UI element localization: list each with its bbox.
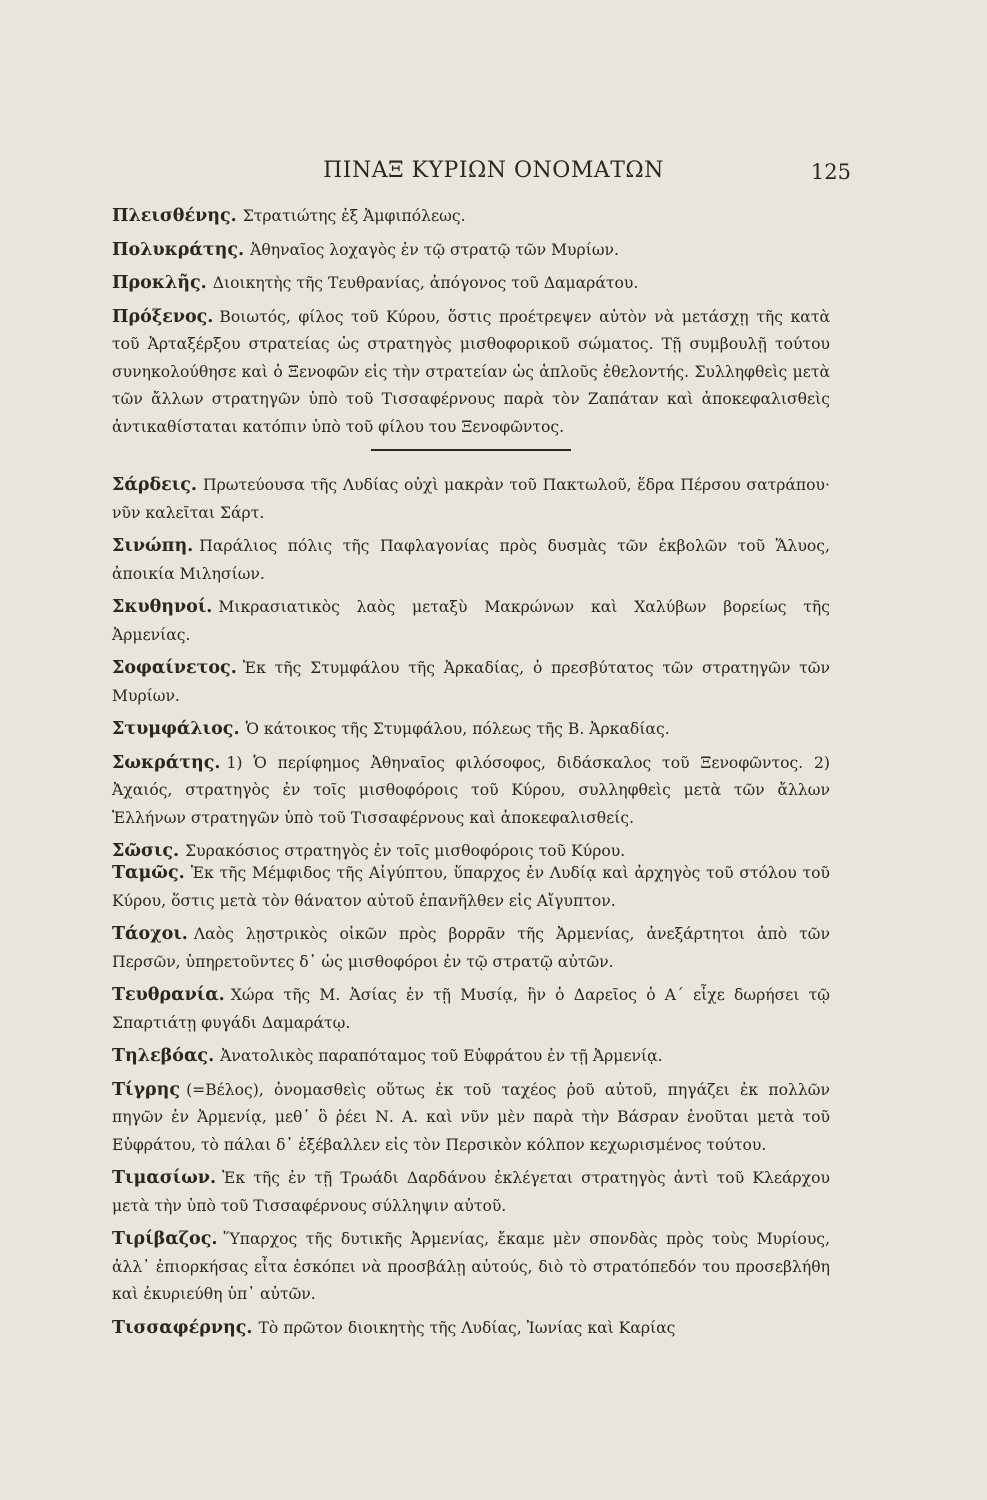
- entry-text: 1) Ὁ περίφημος Ἀθηναῖος φιλόσοφος, διδάσκαλος τοῦ Ξενοφῶντος. 2) Ἀχαιός, στρατηγὸς ἐν τοῖς μισθοφόροις τοῦ Κύρου, συλληφθεὶς μετὰ τῶν ἄλλων Ἑλλήνων στρατηγῶν ὑπὸ τοῦ Τισσαφέρνους καὶ ἀποκεφαλισθείς.: [112, 753, 830, 827]
- index-entry: [112, 533, 830, 588]
- index-entry: [112, 982, 830, 1037]
- section-s: [112, 472, 830, 872]
- index-entry: [112, 237, 830, 265]
- entry-term: Σκυθηνοί.: [112, 597, 213, 617]
- section-divider: [371, 449, 571, 451]
- entry-text: Ἐκ τῆς Μέμφιδος τῆς Αἰγύπτου, ὕπαρχος ἐν Λυδίᾳ καὶ ἀρχηγὸς τοῦ στόλου τοῦ Κύρου, ὅστις μετὰ τὸν θάνατον αὐτοῦ ἐπανῆλθεν εἰς Αἴγυπτον.: [112, 864, 830, 910]
- entry-term: Σάρδεις.: [112, 475, 198, 495]
- index-entry: [112, 750, 830, 833]
- section-t: [112, 860, 830, 1348]
- entry-term: Στυμφάλιος.: [112, 719, 240, 739]
- index-entry: [112, 1165, 830, 1220]
- entry-term: Τιρίβαζος.: [112, 1229, 218, 1249]
- index-entry: [112, 655, 830, 710]
- entry-term: Προκλῆς.: [112, 273, 207, 293]
- entry-term: Ταμῶς.: [112, 863, 185, 883]
- entry-term: Πρόξενος.: [112, 306, 214, 327]
- entry-term: Σωκράτης.: [112, 752, 221, 773]
- entry-text: Ἀθηναῖος λοχαγὸς ἐν τῷ στρατῷ τῶν Μυρίων.: [250, 240, 619, 259]
- index-entry: [112, 1226, 830, 1309]
- index-entry: [112, 203, 830, 231]
- entry-term: Τάοχοι.: [112, 924, 188, 944]
- entry-term: Σινώπη.: [112, 536, 194, 556]
- entry-text: (=Βέλος), ὀνομασθεὶς οὕτως ἐκ τοῦ ταχέος ῥοῦ αὐτοῦ, πηγάζει ἐκ πολλῶν πηγῶν ἐν Ἀρμενίᾳ, μεθ᾽ ὃ ῥέει Ν. Α. καὶ νῦν μὲν παρὰ τὴν Βάσραν ἑνοῦται μετὰ τοῦ Εὐφράτου, τὸ πάλαι δ᾽ ἐξέβαλλεν εἰς τὸν Περσικὸν κόλπον κεχωρισμένος τούτου.: [112, 1080, 830, 1154]
- index-entry: [112, 472, 830, 527]
- entry-text: Στρατιώτης ἐξ Ἀμφιπόλεως.: [242, 207, 466, 225]
- index-entry: [112, 1077, 830, 1160]
- index-entry: [112, 304, 830, 442]
- entry-term: Σοφαίνετος.: [112, 658, 237, 678]
- index-entry: [112, 594, 830, 649]
- entry-term: Τευθρανία.: [112, 985, 225, 1005]
- entry-text: Ὁ κάτοικος τῆς Στυμφάλου, πόλεως τῆς Β. Ἀρκαδίας.: [245, 720, 670, 738]
- entry-text: Λαὸς λῃστρικὸς οἰκῶν πρὸς βορρᾶν τῆς Ἀρμενίας, ἀνεξάρτητοι ἀπὸ τῶν Περσῶν, ὑπηρετοῦντες δ᾽ ὡς μισθοφόροι ἐν τῷ στρατῷ αὐτῶν.: [112, 925, 830, 971]
- running-title: ΠΙΝΑΞ ΚΥΡΙΩΝ ΟΝΟΜΑΤΩΝ: [323, 158, 664, 183]
- entry-text: Παράλιος πόλις τῆς Παφλαγονίας πρὸς δυσμὰς τῶν ἐκβολῶν τοῦ Ἅλυος, ἀποικία Μιλησίων.: [112, 537, 830, 583]
- entry-term: Τιμασίων.: [112, 1168, 217, 1188]
- entry-text: Ἐκ τῆς ἐν τῇ Τρωάδι Δαρδάνου ἐκλέγεται στρατηγὸς ἀντὶ τοῦ Κλεάρχου μετὰ τὴν ὑπὸ τοῦ Τισσαφέρνους σύλληψιν αὐτοῦ.: [112, 1169, 830, 1215]
- entry-term: Τισσαφέρνης.: [112, 1317, 253, 1338]
- index-entry: [112, 270, 830, 298]
- entry-term: Τίγρης: [112, 1079, 181, 1100]
- index-entry: [112, 921, 830, 976]
- entry-text: Μικρασιατικὸς λαὸς μεταξὺ Μακρώνων καὶ Χαλύβων βορείως τῆς Ἀρμενίας.: [112, 598, 830, 644]
- entry-text: Χώρα τῆς Μ. Ἀσίας ἐν τῇ Μυσίᾳ, ἣν ὁ Δαρεῖος ὁ Α´ εἶχε δωρήσει τῷ Σπαρτιάτῃ φυγάδι Δαμαράτῳ.: [112, 986, 830, 1032]
- entry-text: Συρακόσιος στρατηγὸς ἐν τοῖς μισθοφόροις τοῦ Κύρου.: [185, 842, 626, 860]
- page-number: 125: [810, 160, 851, 184]
- index-entry: [112, 1315, 830, 1343]
- entry-term: Πλεισθένης.: [112, 206, 237, 226]
- entry-text: Βοιωτός, φίλος τοῦ Κύρου, ὅστις προέτρεψεν αὐτὸν νὰ μετάσχῃ τῆς κατὰ τοῦ Ἀρταξέρξου στρατείας ὡς στρατηγὸς μισθοφορικοῦ σώματος. Τῇ συμβουλῇ τούτου συνηκολούθησε καὶ ὁ Ξενοφῶν εἰς τὴν στρατείαν ὡς ἁπλοῦς ἐθελοντής. Συλληφθεὶς μετὰ τῶν ἄλλων στρατηγῶν ὑπὸ τοῦ Τισσαφέρνους παρὰ τὸν Ζαπάταν καὶ ἀποκεφαλισθεὶς ἀντικαθίσταται κατόπιν ὑπὸ τοῦ φίλου του Ξενοφῶντος.: [112, 307, 830, 436]
- index-entry: [112, 716, 830, 744]
- section-p: [112, 203, 830, 471]
- entry-term: Τηλεβόας.: [112, 1046, 215, 1066]
- index-entry: [112, 1043, 830, 1071]
- entry-text: Τὸ πρῶτον διοικητὴς τῆς Λυδίας, Ἰωνίας καὶ Καρίας: [258, 1318, 676, 1337]
- entry-text: Πρωτεύουσα τῆς Λυδίας οὐχὶ μακρὰν τοῦ Πακτωλοῦ, ἕδρα Πέρσου σατράπου· νῦν καλεῖται Σάρτ.: [112, 476, 830, 522]
- entry-term: Σῶσις.: [112, 841, 180, 861]
- entry-text: Ὕπαρχος τῆς δυτικῆς Ἀρμενίας, ἔκαμε μὲν σπονδὰς πρὸς τοὺς Μυρίους, ἀλλ᾽ ἐπιορκήσας εἶτα ἐσκόπει νὰ προσβάλῃ αὐτούς, διὸ τὸ στρατόπεδόν του προσεβλήθη καὶ ἐκυριεύθη ὑπ᾽ αὐτῶν.: [112, 1230, 830, 1303]
- index-entry: [112, 860, 830, 915]
- entry-text: Ἐκ τῆς Στυμφάλου τῆς Ἀρκαδίας, ὁ πρεσβύτατος τῶν στρατηγῶν τῶν Μυρίων.: [112, 659, 830, 705]
- entry-text: Ἀνατολικὸς παραπόταμος τοῦ Εὐφράτου ἐν τῇ Ἀρμενίᾳ.: [220, 1047, 663, 1065]
- entry-text: Διοικητὴς τῆς Τευθρανίας, ἀπόγονος τοῦ Δαμαράτου.: [212, 274, 639, 292]
- entry-term: Πολυκράτης.: [112, 239, 245, 260]
- page-header: [0, 158, 987, 198]
